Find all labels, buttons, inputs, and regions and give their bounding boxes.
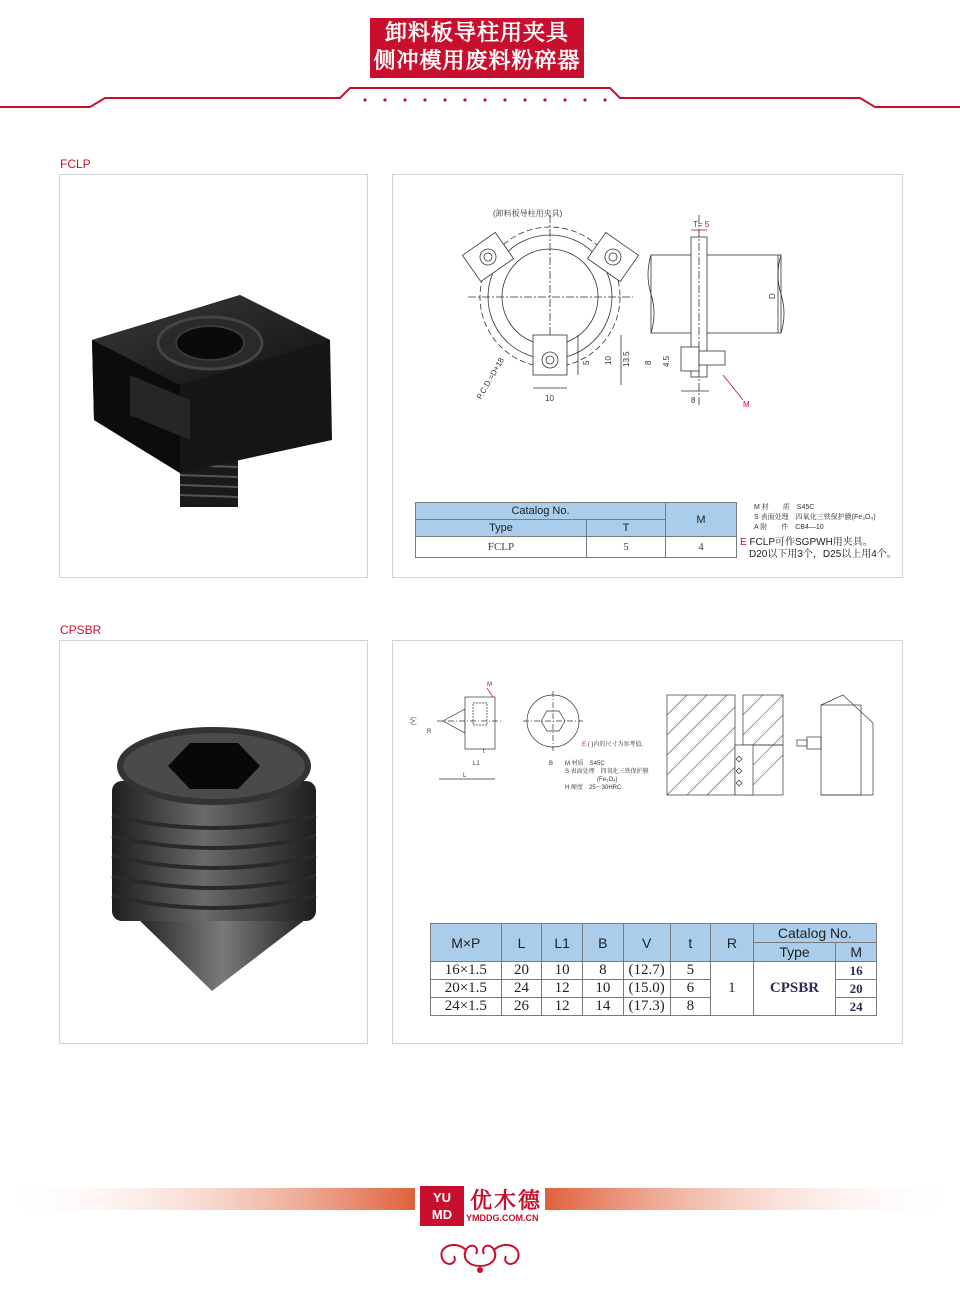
cpsbr-cell-m: 24 xyxy=(836,998,877,1016)
fclp-dim-4-5: 4.5 xyxy=(662,355,671,367)
brand-url: YMDDG.COM.CN xyxy=(466,1213,539,1223)
cpsbr-cell-l1: 12 xyxy=(542,980,583,998)
cpsbr-type-header: Type xyxy=(753,943,836,962)
cpsbr-cell-mp: 16×1.5 xyxy=(431,962,502,980)
cpsbr-cell-t: 8 xyxy=(670,998,711,1016)
cpsbr-cell-mp: 20×1.5 xyxy=(431,980,502,998)
cpsbr-header-t: t xyxy=(670,924,711,962)
cpsbr-header-l: L xyxy=(501,924,542,962)
cpsbr-note-hardness: H 硬度 25～30HRC xyxy=(565,785,622,791)
cpsbr-cell-r: 1 xyxy=(711,962,754,1016)
cpsbr-cell-b: 14 xyxy=(583,998,624,1016)
logo-line-2: MD xyxy=(431,1207,453,1222)
title-line-1: 卸料板导柱用夹具 xyxy=(384,21,569,46)
cpsbr-notes xyxy=(582,741,647,749)
cpsbr-cell-l1: 12 xyxy=(542,998,583,1016)
cpsbr-header-b: B xyxy=(583,924,624,962)
brand-logo xyxy=(420,1186,464,1226)
cpsbr-cell-l: 26 xyxy=(501,998,542,1016)
logo-line-1: YU xyxy=(432,1190,452,1205)
cpsbr-note-e-mark: E xyxy=(582,742,587,748)
cpsbr-dim-r: R xyxy=(427,729,432,735)
fclp-section-label: FCLP xyxy=(60,157,91,171)
cpsbr-dim-t: t xyxy=(483,749,485,755)
cpsbr-dim-l1: L1 xyxy=(473,761,480,767)
footer-ornament-icon xyxy=(428,1236,532,1276)
cpsbr-cell-l1: 10 xyxy=(542,962,583,980)
cpsbr-dim-l: L xyxy=(463,773,467,779)
cpsbr-header-l1: L1 xyxy=(542,924,583,962)
cpsbr-cell-t: 5 xyxy=(670,962,711,980)
fclp-notes xyxy=(754,503,876,533)
cpsbr-product-image xyxy=(60,641,367,1043)
cpsbr-catalog-header: Catalog No. xyxy=(753,924,876,943)
fclp-product-image xyxy=(60,175,367,577)
fclp-note-material: M 材 质 S45C xyxy=(754,504,815,511)
cpsbr-note-surface2: (Fe₃O₄) xyxy=(597,777,618,783)
fclp-m-value: 4 xyxy=(666,537,737,558)
cpsbr-cell-t: 6 xyxy=(670,980,711,998)
cpsbr-technical-drawing xyxy=(393,641,902,821)
cpsbr-cell-l: 20 xyxy=(501,962,542,980)
fclp-note-surface: S 表面处理 四氧化三铁保护膜(Fe₃O₄) xyxy=(754,514,876,521)
cpsbr-cell-b: 8 xyxy=(583,962,624,980)
cpsbr-cell-v: (12.7) xyxy=(623,962,670,980)
fclp-photo-panel xyxy=(59,174,368,578)
cpsbr-photo-panel xyxy=(59,640,368,1044)
fclp-dim-5: 5 xyxy=(582,360,591,365)
cpsbr-dim-m: M xyxy=(487,682,492,688)
fclp-note-e-mark: E xyxy=(740,537,747,548)
fclp-note-accessory: A 附 件 CB4—10 xyxy=(754,524,824,531)
page-title xyxy=(370,18,584,78)
fclp-dim-13-5: 13.5 xyxy=(622,351,631,367)
fclp-type-value: FCLP xyxy=(416,537,587,558)
cpsbr-header-mp: M×P xyxy=(431,924,502,962)
cpsbr-cell-mp: 24×1.5 xyxy=(431,998,502,1016)
fclp-dim-t: T= 5 xyxy=(693,220,710,229)
fclp-dim-8-bottom: 8 xyxy=(691,396,696,405)
fclp-dim-pcd: P.C.D.=D+18 xyxy=(474,356,507,401)
fclp-m-header: M xyxy=(666,503,737,537)
fclp-spec-table xyxy=(415,502,737,558)
cpsbr-cell-type: CPSBR xyxy=(753,962,836,1016)
fclp-t-header: T xyxy=(587,520,666,537)
fclp-dim-d: D xyxy=(768,293,777,299)
cpsbr-note-e-text: ( )内的尺寸为参考值。 xyxy=(587,742,648,748)
fclp-note-e-line2: D20以下用3个，D25以上用4个。 xyxy=(749,549,897,560)
cpsbr-header-r: R xyxy=(711,924,754,962)
cpsbr-note-material: M 材质 S45C xyxy=(565,761,605,767)
fclp-dim-8-side: 8 xyxy=(644,360,653,365)
fclp-type-header: Type xyxy=(416,520,587,537)
fclp-note-e xyxy=(740,537,897,561)
fclp-dim-m: M xyxy=(743,400,750,409)
title-line-2: 侧冲模用废料粉碎器 xyxy=(373,49,581,74)
cpsbr-cell-m: 16 xyxy=(836,962,877,980)
cpsbr-cell-l: 24 xyxy=(501,980,542,998)
table-row xyxy=(416,537,737,558)
cpsbr-m-header: M xyxy=(836,943,877,962)
fclp-dim-10-bottom: 10 xyxy=(545,394,554,403)
cpsbr-dim-b: B xyxy=(549,761,554,767)
cpsbr-cell-b: 10 xyxy=(583,980,624,998)
cpsbr-cell-m: 20 xyxy=(836,980,877,998)
fclp-drawing-caption: (卸料板导柱用夹具) xyxy=(493,209,563,218)
fclp-note-e-line1: FCLP可作SGPWH用夹具。 xyxy=(749,537,873,548)
fclp-catalog-header: Catalog No. xyxy=(416,503,666,520)
cpsbr-section-label: CPSBR xyxy=(60,623,102,637)
table-row xyxy=(431,962,877,980)
cpsbr-spec-notes xyxy=(565,760,649,792)
fclp-dim-10-right: 10 xyxy=(604,356,613,365)
cpsbr-dim-v: (V) xyxy=(411,717,417,725)
cpsbr-note-surface: S 表面处理 四氧化三铁保护膜 xyxy=(565,769,649,775)
brand-name: 优木德 xyxy=(470,1189,543,1214)
fclp-t-value: 5 xyxy=(587,537,666,558)
cpsbr-spec-table xyxy=(430,923,877,1016)
header-decor-band xyxy=(0,80,960,110)
cpsbr-cell-v: (15.0) xyxy=(623,980,670,998)
cpsbr-cell-v: (17.3) xyxy=(623,998,670,1016)
cpsbr-header-v: V xyxy=(623,924,670,962)
